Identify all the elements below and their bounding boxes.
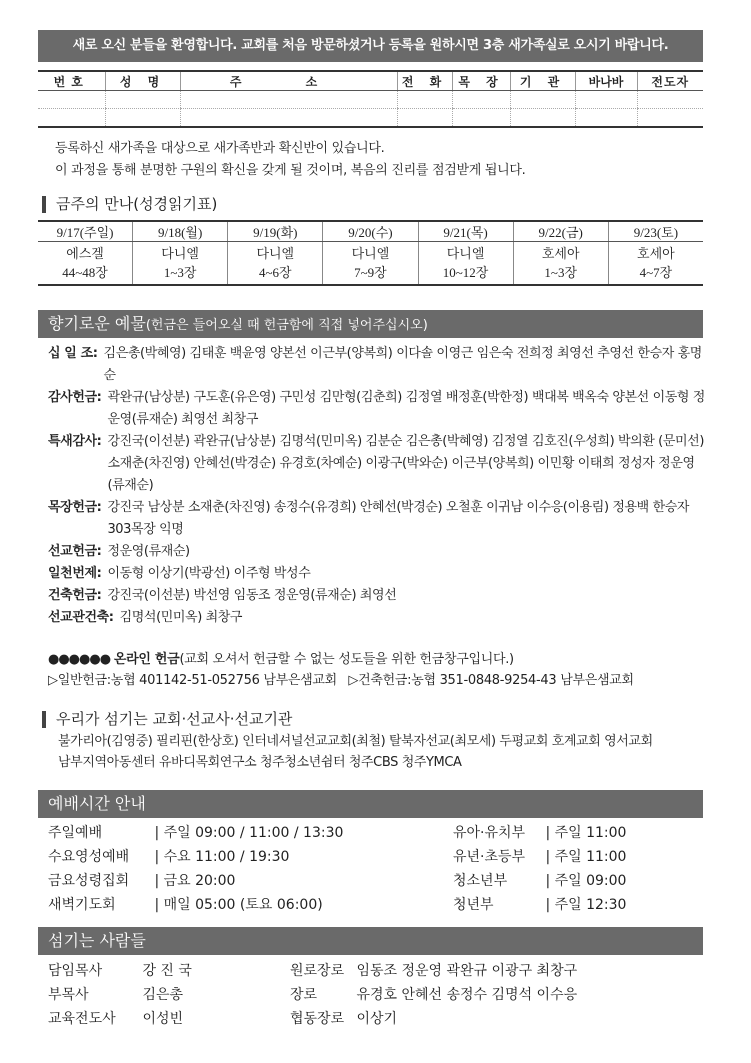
- offering-label: 일천번제:: [48, 566, 102, 581]
- staff-left: [48, 959, 192, 1031]
- bible-book: 다니엘: [446, 246, 485, 261]
- schedule-item: [48, 893, 343, 917]
- reg-header-address: 주 소: [180, 71, 397, 91]
- bible-book: 다니엘: [161, 246, 199, 261]
- bible-book: 다니엘: [351, 246, 390, 261]
- offering-title: 향기로운 예물: [48, 314, 146, 333]
- service-time: | 매일 05:00 (토요 06:00): [154, 897, 323, 913]
- bible-chapters: 4~7장: [639, 265, 673, 280]
- bible-date: 9/23(토): [608, 221, 703, 242]
- schedule-item: [453, 893, 626, 917]
- schedule-item: [453, 821, 626, 845]
- reg-row: [38, 109, 703, 128]
- schedule-left: [48, 821, 343, 917]
- offering-row: [48, 585, 708, 607]
- staff-name: 김은총: [142, 987, 184, 1003]
- staff-item: [48, 1007, 192, 1031]
- dept-name: 청소년부: [453, 873, 508, 889]
- offering-names: 곽완규(남상분) 구도훈(유은영) 구민성 김만형(김춘희) 김정열 배정훈(박한정) 백대복 백옥숙 양본선 이동형 정운영(류재순) 최영선 최창구: [107, 390, 705, 427]
- service-name: 금요성령집회: [48, 873, 130, 889]
- offering-list: [48, 343, 708, 629]
- offering-label: 선교헌금:: [48, 544, 102, 559]
- online-note: (교회 오셔서 헌금할 수 없는 성도들을 위한 헌금창구입니다.): [179, 652, 514, 667]
- bible-chapters: 4~6장: [258, 265, 292, 280]
- schedule-item: [48, 821, 343, 845]
- staff-item: [290, 1007, 577, 1031]
- reg-header-name: 성 명: [105, 71, 180, 91]
- staff-item: [290, 959, 577, 983]
- bible-reading: [418, 242, 513, 286]
- service-name: 주일예배: [48, 825, 103, 841]
- offering-note: (헌금은 들어오실 때 헌금함에 직접 넣어주십시오): [145, 318, 428, 333]
- reg-row: [38, 91, 703, 109]
- online-dots: ●●●●●●: [48, 652, 111, 667]
- staff-role: 원로장로: [290, 963, 345, 979]
- bible-reading: [608, 242, 703, 286]
- bible-date: 9/18(월): [133, 221, 228, 242]
- staff-name: 유경호 안혜선 송정수 김명석 이수응: [356, 987, 578, 1003]
- staff-role: 교육전도사: [48, 1011, 116, 1027]
- offering-label: 특새감사:: [48, 434, 102, 449]
- staff-role: 담임목사: [48, 963, 103, 979]
- offering-label: 선교관건축:: [48, 610, 114, 625]
- bible-reading: [38, 242, 133, 286]
- registration-note-1: 등록하신 새가족을 대상으로 새가족반과 확신반이 있습니다.: [55, 141, 385, 156]
- missions-line-1: 불가리아(김영중) 필리핀(한상호) 인터네셔널선교교회(최철) 탈북자선교(최모세) 두평교회 호계교회 영서교회: [58, 734, 653, 749]
- dept-name: 유아·유치부: [453, 825, 526, 841]
- dept-name: 청년부: [453, 897, 494, 913]
- staff-name: 강 진 국: [142, 963, 192, 979]
- offering-row: [48, 343, 708, 387]
- bible-date: 9/17(주일): [38, 221, 133, 242]
- offering-label: 건축헌금:: [48, 588, 102, 603]
- offering-names: 김은총(박혜영) 김태훈 백윤영 양본선 이근부(양복희) 이다솔 이영근 임은숙 전희정 최영선 추영선 한승자 홍명순: [103, 346, 702, 383]
- bible-chapters: 1~3장: [163, 265, 197, 280]
- offering-row: [48, 387, 708, 431]
- bible-date: 9/20(수): [323, 221, 418, 242]
- schedule-right: [453, 821, 626, 917]
- bible-book: 에스겔: [66, 246, 104, 261]
- offering-header: [38, 310, 703, 338]
- missions-line-2: 남부지역아동센터 유바디목회연구소 청주청소년쉼터 청주CBS 청주YMCA: [58, 755, 462, 770]
- staff-item: [48, 983, 192, 1007]
- offering-label: 감사헌금:: [48, 390, 102, 405]
- service-name: 새벽기도회: [48, 897, 116, 913]
- offering-row: [48, 497, 708, 541]
- bible-date: 9/19(화): [228, 221, 323, 242]
- offering-row: [48, 541, 708, 563]
- bible-reading: [513, 242, 608, 286]
- schedule-item: [453, 845, 626, 869]
- offering-names: 강진국(이선분) 박선영 임동조 정운영(류재순) 최영선: [107, 588, 397, 603]
- staff-name: 임동조 정운영 곽완규 이광구 최창구: [356, 963, 578, 979]
- service-name: 수요영성예배: [48, 849, 130, 865]
- dept-name: 유년·초등부: [453, 849, 526, 865]
- service-time: | 금요 20:00: [154, 873, 236, 889]
- offering-names: 정운영(류재순): [107, 544, 190, 559]
- bible-reading: [133, 242, 228, 286]
- bible-book: 호세아: [541, 246, 580, 261]
- bible-chapters: 44~48장: [62, 265, 108, 280]
- bible-plan-table: [38, 220, 703, 286]
- service-time: | 수요 11:00 / 19:30: [154, 849, 290, 865]
- bible-reading: [323, 242, 418, 286]
- staff-item: [48, 959, 192, 983]
- bible-chapters: 1~3장: [544, 265, 577, 280]
- offering-names: 강진국 남상분 소재춘(차진영) 송정수(유경희) 안혜선(박경순) 오철훈 이귀남 이수응(이용림) 정용백 한승자 303목장 익명: [107, 500, 690, 537]
- dept-time: | 주일 12:30: [545, 897, 627, 913]
- bible-chapters: 7~9장: [354, 265, 387, 280]
- offering-names: 김명석(민미옥) 최창구: [119, 610, 243, 625]
- registration-note-2: 이 과정을 통해 분명한 구원의 확신을 갖게 될 것이며, 복음의 진리를 점검받게 됩니다.: [55, 163, 526, 178]
- staff-name: 이성빈: [142, 1011, 184, 1027]
- offering-label: 목장헌금:: [48, 500, 102, 515]
- reg-header-dept: 기 관: [510, 71, 575, 91]
- offering-row: [48, 563, 708, 585]
- dept-time: | 주일 11:00: [545, 825, 627, 841]
- bible-chapters: 10~12장: [442, 265, 489, 280]
- bible-book: 호세아: [637, 246, 675, 261]
- offering-names: 강진국(이선분) 곽완규(남상분) 김명석(민미옥) 김분순 김은총(박혜영) 김정열 김호진(우성희) 박의환 (문미선) 소재춘(차진영) 안혜선(박경순) 유경호(차예순) 이광구(박와순) 이근부(양복희) 이민황 이태희 정성자 정운영(류재순): [107, 434, 704, 493]
- reg-header-cell: 목 장: [452, 71, 510, 91]
- bible-date: 9/21(목): [418, 221, 513, 242]
- online-accounts: ▷일반헌금:농협 401142-51-052756 남부은샘교회 ▷건축헌금:농협 351-0848-9254-43 남부은샘교회: [48, 673, 634, 688]
- offering-row: [48, 431, 708, 497]
- staff-name: 이상기: [356, 1011, 398, 1027]
- offering-row: [48, 607, 708, 629]
- bible-plan-title: 금주의 만나(성경읽기표): [42, 196, 217, 213]
- service-time: | 주일 09:00 / 11:00 / 13:30: [154, 825, 344, 841]
- bible-book: 다니엘: [256, 246, 295, 261]
- staff-role: 부목사: [48, 987, 89, 1003]
- reg-header-evangelist: 전도자: [637, 71, 703, 91]
- staff-header: 섬기는 사람들: [38, 927, 703, 955]
- staff-item: [290, 983, 577, 1007]
- dept-time: | 주일 09:00: [545, 873, 627, 889]
- schedule-item: [48, 845, 343, 869]
- dept-time: | 주일 11:00: [545, 849, 627, 865]
- online-title: 온라인 헌금: [113, 652, 180, 667]
- schedule-item: [453, 869, 626, 893]
- bible-reading: [228, 242, 323, 286]
- offering-names: 이동형 이상기(박광선) 이주형 박성수: [107, 566, 311, 581]
- reg-header-phone: 전 화: [397, 71, 452, 91]
- staff-role: 협동장로: [290, 1011, 345, 1027]
- staff-role: 장로: [290, 987, 318, 1003]
- offering-label: 십 일 조:: [48, 346, 98, 361]
- reg-header-barnabas: 바나바: [575, 71, 637, 91]
- staff-right: [290, 959, 577, 1031]
- missions-title: 우리가 섬기는 교회·선교사·선교기관: [42, 711, 292, 728]
- bible-date: 9/22(금): [513, 221, 608, 242]
- online-offering: [48, 649, 634, 691]
- schedule-item: [48, 869, 343, 893]
- welcome-banner: 새로 오신 분들을 환영합니다. 교회를 처음 방문하셨거나 등록을 원하시면 3층 새가족실로 오시기 바랍니다.: [38, 30, 703, 62]
- schedule-header: 예배시간 안내: [38, 790, 703, 818]
- reg-header-number: 번호: [38, 71, 105, 91]
- registration-table: [38, 70, 703, 128]
